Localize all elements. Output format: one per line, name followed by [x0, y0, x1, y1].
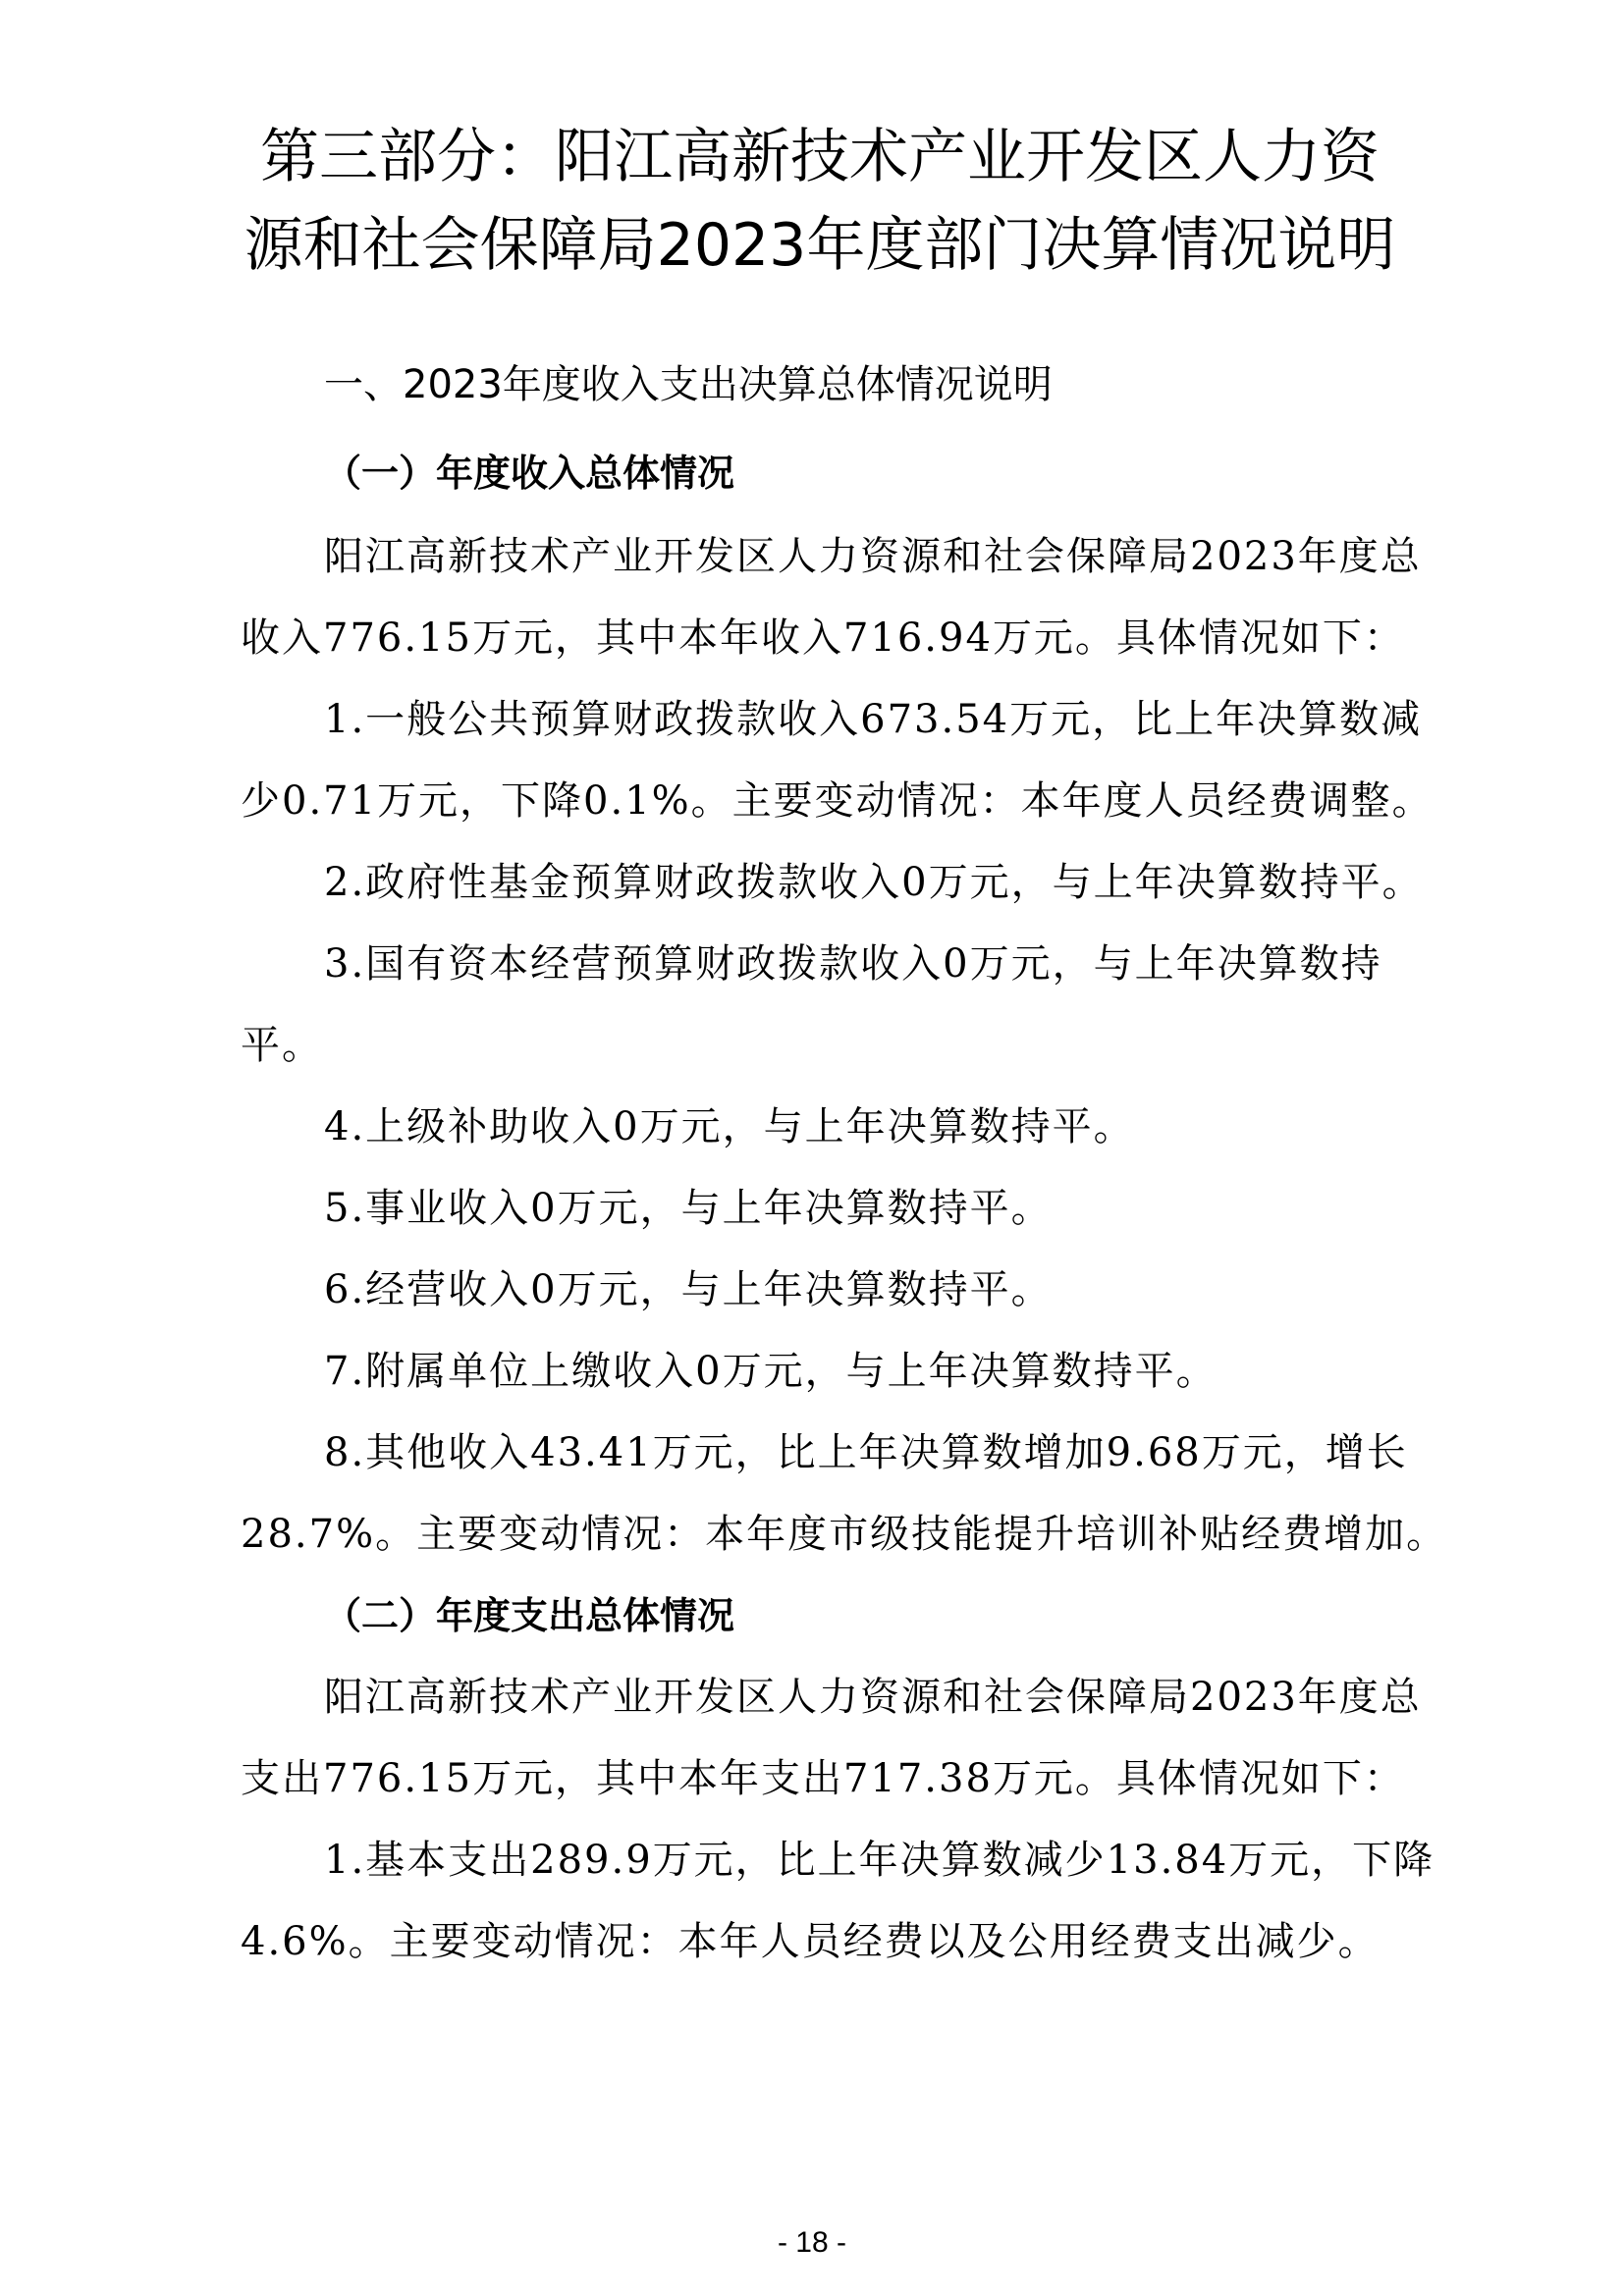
- expenditure-item-1-line-1: 1.基本支出289.9万元，比上年决算数减少13.84万元，下降: [324, 1838, 1435, 1883]
- expenditure-item-1-line-2: 4.6%。主要变动情况：本年人员经费以及公用经费支出减少。: [241, 1919, 1380, 1964]
- income-heading: （一）年度收入总体情况: [324, 452, 735, 495]
- income-item-8-line-1: 8.其他收入43.41万元，比上年决算数增加9.68万元，增长: [324, 1430, 1408, 1475]
- expenditure-heading: （二）年度支出总体情况: [324, 1594, 735, 1637]
- expenditure-intro-line-1: 阳江高新技术产业开发区人力资源和社会保障局2023年度总: [324, 1675, 1422, 1720]
- income-item-8-line-2: 28.7%。主要变动情况：本年度市级技能提升培训补贴经费增加。: [241, 1512, 1448, 1557]
- income-item-1-line-2: 少0.71万元，下降0.1%。主要变动情况：本年度人员经费调整。: [241, 778, 1434, 824]
- expenditure-intro-line-2: 支出776.15万元，其中本年支出717.38万元。具体情况如下：: [241, 1756, 1405, 1801]
- income-intro-line-2: 收入776.15万元，其中本年收入716.94万元。具体情况如下：: [241, 615, 1405, 661]
- income-item-2: 2.政府性基金预算财政拨款收入0万元，与上年决算数持平。: [324, 860, 1424, 905]
- page-title: [241, 113, 1399, 290]
- income-item-3-line-1: 3.国有资本经营预算财政拨款收入0万元，与上年决算数持: [324, 941, 1382, 987]
- title-line-1: 第三部分：阳江高新技术产业开发区人力资: [260, 123, 1380, 191]
- income-item-4: 4.上级补助收入0万元，与上年决算数持平。: [324, 1104, 1135, 1149]
- section-heading: 一、2023年度收入支出决算总体情况说明: [324, 362, 1053, 407]
- income-intro-line-1: 阳江高新技术产业开发区人力资源和社会保障局2023年度总: [324, 534, 1422, 579]
- income-item-6: 6.经营收入0万元，与上年决算数持平。: [324, 1267, 1053, 1312]
- title-line-2: 源和社会保障局2023年度部门决算情况说明: [244, 211, 1396, 280]
- page-number: - 18 -: [777, 2226, 847, 2259]
- income-item-1-line-1: 1.一般公共预算财政拨款收入673.54万元，比上年决算数减: [324, 697, 1423, 742]
- income-item-5: 5.事业收入0万元，与上年决算数持平。: [324, 1186, 1053, 1231]
- income-item-3-line-2: 平。: [241, 1023, 323, 1068]
- income-item-7: 7.附属单位上缴收入0万元，与上年决算数持平。: [324, 1349, 1218, 1394]
